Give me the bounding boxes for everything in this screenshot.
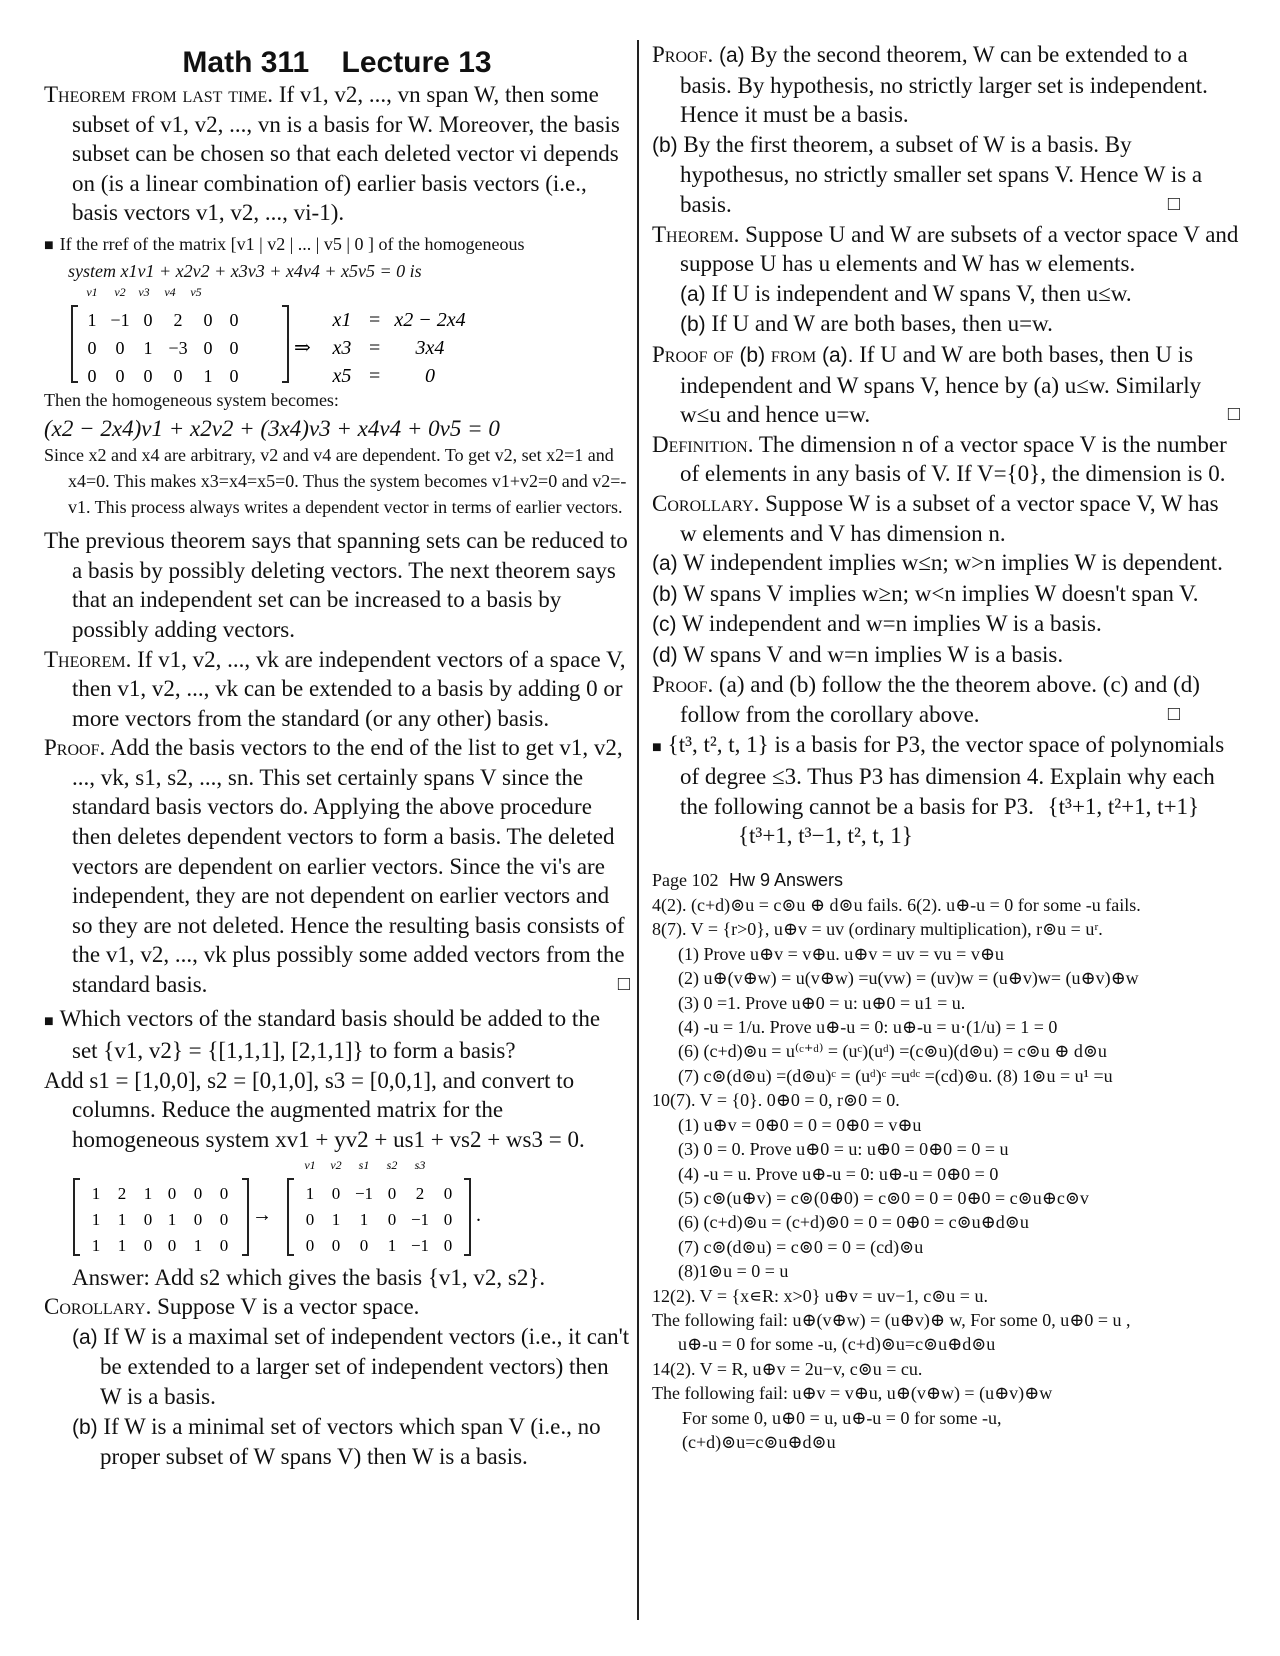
theorem-label: Theorem. (44, 646, 132, 672)
corollary-label: Corollary. (44, 1294, 152, 1320)
matrix-cell: 1 (331, 1209, 341, 1229)
matrix-cell: 1 (359, 1209, 369, 1229)
matrix-cell: 0 (443, 1235, 453, 1255)
p3-set-1: {t³+1, t²+1, t+1} (1047, 793, 1200, 819)
equation-lhs: x5 (332, 365, 352, 388)
page-title (44, 40, 630, 80)
matrix-cell: 1 (87, 310, 97, 331)
corollary-part-a: (a) If W is a maximal set of independent vectors (i.e., it can't be extended to a larger set of independent vectors) then W is a basis. (72, 1323, 630, 1409)
matrix-cell: 0 (229, 366, 239, 387)
bullet-icon: ■ (652, 738, 662, 756)
definition-dimension: Definition. The dimension n of a vector space V is the number of elements in any basis of V. If V={0}, the dimension is 0. (652, 431, 1227, 487)
matrix-cell: 0 (203, 338, 213, 359)
matrix-cell: 0 (331, 1235, 341, 1255)
previous-text: The previous theorem says that spanning sets can be reduced to a basis by possibly deleting vectors. The next theorem says that an independent set can be increased to a basis by possibly adding vectors. (44, 528, 628, 642)
matrix-cell: 0 (219, 1235, 229, 1255)
example-line2: system x1v1 + x2v2 + x3v3 + x4v4 + x5v5 = 0 is (68, 260, 422, 281)
example-line1: If the rref of the matrix [v1 | v2 | ... | v5 | 0 ] of the homogeneous (59, 233, 525, 254)
matrix-cell: 0 (219, 1209, 229, 1229)
then-text: Then the homogeneous system becomes: (44, 390, 339, 411)
p3-set-2: {t³+1, t³−1, t², t, 1} (738, 823, 913, 849)
hw-line: (3) 0 =1. Prove u⊕0 = u: u⊕0 = u1 = u. (678, 992, 966, 1013)
rref-example (44, 284, 630, 388)
column-label: v5 (190, 285, 202, 300)
qed-icon: □ (617, 973, 630, 996)
theorem-text: If v1, v2, ..., vk are independent vectors of a space V, then v1, v2, ..., vk can be extended to a basis by adding 0 or more vectors from the standard (or any other) basis. (72, 646, 626, 731)
matrix-cell: 1 (143, 338, 153, 359)
column-label: s2 (386, 1157, 398, 1172)
rref-matrix-figure (44, 284, 630, 388)
p3-example: ■ {t³, t², t, 1} is a basis for P3, the vector space of polynomials of degree ≤3. Thus P3 has dimension 4. Explain why each the following cannot be a basis for P3. {t³+1, t²+1, t+1} {t³+1, t³−1, t², t, 1} (652, 731, 1225, 849)
corollary-text: Suppose V is a vector space. (157, 1294, 420, 1320)
matrix-cell: 2 (415, 1183, 425, 1203)
matrix-cell: 0 (305, 1235, 315, 1255)
matrix-cell: 0 (167, 1183, 177, 1203)
matrix-cell: 0 (443, 1209, 453, 1229)
matrix-cell: 1 (387, 1235, 397, 1255)
matrix-cell: 0 (115, 366, 125, 387)
matrix-cell: 1 (167, 1209, 177, 1229)
corollary-part-a: (a) W independent implies w≤n; w>n implies W is dependent. (652, 550, 1223, 576)
hw-title: Hw 9 Answers (729, 870, 844, 891)
equals-sign: = (369, 309, 381, 332)
hw-line: (c+d)⊚u=c⊚u⊕d⊚u (682, 1431, 836, 1452)
since-text: Since x2 and x4 are arbitrary, v2 and v4 are dependent. To get v2, set x2=1 and x4=0. This makes x3=x4=x5=0. Thus the system becomes v1+v2=0 and v2=-v1. This process always writes a dependent vector in terms of earlier vectors. (44, 445, 627, 517)
hw-answers (652, 893, 1240, 1454)
equals-sign: = (369, 365, 381, 388)
matrix-cell: −1 (410, 1235, 430, 1255)
matrix-cell: 0 (87, 366, 97, 387)
theorem-size: Theorem. Suppose U and W are subsets of a vector space V and suppose U has u elements and W has w elements. (a) If U is independent and W spans V, then u≤w. (b) If U and W are both bases, then u=w. (652, 221, 1239, 337)
matrix-cell: 2 (117, 1183, 127, 1203)
hw-line: 10(7). V = {0}. 0⊕0 = 0, r⊚0 = 0. (652, 1090, 900, 1111)
hw-line: (1) Prove u⊕v = v⊕u. u⊕v = uv = vu = v⊕u (678, 943, 1004, 964)
left-column (44, 40, 630, 1472)
matrix-cell: 1 (193, 1235, 203, 1255)
hw-line: (6) (c+d)⊚u = (c+d)⊚0 = 0 = 0⊕0 = c⊚u⊕d⊚u (678, 1212, 1029, 1233)
proof-corollary: Proof. (a) By the second theorem, W can be extended to a basis. By hypothesis, no strictly larger set is independent. Hence it must be a basis. (652, 42, 1208, 128)
matrix-cell: 1 (203, 366, 213, 387)
matrix-cell: 1 (117, 1235, 127, 1255)
corollary-part-d: (d) W spans V and w=n implies W is a basis. (652, 641, 1064, 667)
matrix-cell: 0 (193, 1209, 203, 1229)
proof-label: Proof. (652, 672, 714, 698)
hw-line: (1) u⊕v = 0⊕0 = 0 = 0⊕0 = v⊕u (678, 1114, 922, 1135)
corollary-label: Corollary. (652, 490, 760, 516)
course-title: Math 311 (182, 46, 310, 79)
matrix-cell: −3 (168, 338, 188, 359)
matrix-cell: −1 (354, 1183, 374, 1203)
theorem-text: If v1, v2, ..., vn span W, then some subset of v1, v2, ..., vn is a basis for W. Moreover, the basis subset can be chosen so that each deleted vector vi depends on (is a linear combination of) earlier basis vectors (i.e., basis vectors v1, v2, ..., vi-1). (72, 82, 620, 226)
question-text (44, 1004, 630, 1066)
matrix-cell: 0 (387, 1209, 397, 1229)
matrix-bracket-left (72, 306, 78, 382)
column-label: v1 (304, 1157, 316, 1172)
corollary-dimension: Corollary. Suppose W is a subset of a vector space V, W has w elements and V has dimension n. (652, 490, 1219, 546)
equation-rhs: x2 − 2x4 (394, 309, 466, 332)
answer-text: Answer: Add s2 which gives the basis {v1, v2, s2}. (72, 1264, 546, 1290)
matrix-cell: 0 (387, 1183, 397, 1203)
corollary-part-b: (b) If W is a minimal set of vectors which span V (i.e., no proper subset of W spans V) then W is a basis. (72, 1413, 601, 1470)
matrix-cell: 1 (305, 1183, 315, 1203)
matrix-cell: 0 (331, 1183, 341, 1203)
hw-line: (7) c⊚(d⊚u) =(d⊚u)ᶜ = (uᵈ)ᶜ =uᵈᶜ =(cd)⊚u. (8) 1⊚u = u¹ =u (678, 1065, 1113, 1086)
augmented-matrix-example (44, 1155, 630, 1263)
hw-line: u⊕-u = 0 for some -u, (c+d)⊚u=c⊚u⊕d⊚u (678, 1334, 996, 1355)
corollary-part-b: (b) W spans V implies w≥n; w<n implies W doesn't span V. (652, 580, 1199, 606)
hw-line: The following fail: u⊕(v⊕w) = (u⊕v)⊕ w, For some 0, u⊕0 = u , (652, 1309, 1131, 1330)
matrix-cell: 1 (91, 1209, 101, 1229)
column-label: v4 (164, 285, 176, 300)
hw-line: The following fail: u⊕v = v⊕u, u⊕(v⊕w) = (u⊕v)⊕w (652, 1383, 1053, 1404)
reduce-arrow: → (252, 1203, 272, 1226)
lecture-title: Lecture 13 (341, 46, 492, 79)
column-label: v2 (114, 285, 126, 300)
corollary-maximal (44, 1292, 630, 1322)
proof-extend (44, 733, 630, 999)
proof-label: Proof. (44, 735, 106, 761)
augmented-matrix-figure (44, 1155, 630, 1263)
matrix-cell: 2 (173, 310, 183, 331)
theorem-extend (44, 645, 630, 734)
equation-lhs: x3 (332, 337, 352, 360)
proof-corollary-b: (b) By the first theorem, a subset of W is a basis. By hypothesus, no strictly smaller set spans V. Hence W is a basis. □ (652, 130, 1240, 220)
implies-arrow: ⇒ (294, 337, 311, 360)
matrix-cell: 0 (143, 366, 153, 387)
add-text: Add s1 = [1,0,0], s2 = [0,1,0], s3 = [0,0,1], and convert to columns. Reduce the augmented matrix for the homogeneous system xv1 + yv2 + us1 + vs2 + ws3 = 0. (44, 1067, 585, 1152)
theorem-label: Theorem from last time. (44, 82, 274, 107)
matrix-cell: 1 (91, 1183, 101, 1203)
matrix-cell: 0 (305, 1209, 315, 1229)
column-label: v1 (86, 285, 98, 300)
hw-line: 8(7). V = {r>0}, u⊕v = uv (ordinary multiplication), r⊚u = uʳ. (652, 919, 1103, 940)
bullet-icon: ■ (44, 1012, 54, 1030)
hw-page: Page 102 (652, 870, 719, 891)
hw-header (652, 867, 1240, 893)
matrix-cell: 1 (143, 1183, 153, 1203)
matrix-period: . (476, 1203, 481, 1226)
hw-line: (6) (c+d)⊚u = u⁽ᶜ⁺ᵈ⁾ = (uᶜ)(uᵈ) =(c⊚u)(d⊚u) = c⊚u ⊕ d⊚u (678, 1041, 1107, 1062)
hw-line: For some 0, u⊕0 = u, u⊕-u = 0 for some -u, (682, 1407, 1002, 1428)
matrix-bracket-right (282, 306, 288, 382)
column-label: s1 (358, 1157, 370, 1172)
proof-text: Add the basis vectors to the end of the list to get v1, v2, ..., vk, s1, s2, ..., sn. This set certainly spans V since the standard basis vectors do. Applying the above procedure then deletes dependent vectors to form a basis. The deleted vectors are dependent on earlier vectors. Since the vi's are independent, they are not dependent on earlier vectors and so they are not deleted. Hence the resulting basis consists of the v1, v2, ..., vk plus possibly some added vectors from the standard basis. (72, 735, 625, 998)
matrix-cell: 1 (91, 1235, 101, 1255)
column-label: v2 (330, 1157, 342, 1172)
hw-line: (7) c⊚(d⊚u) = c⊚0 = 0 = (cd)⊚u (678, 1236, 924, 1257)
hw-line: (4) -u = u. Prove u⊕-u = 0: u⊕-u = 0⊕0 = 0 (678, 1163, 999, 1184)
matrix-cell: −1 (110, 310, 130, 331)
matrix-cell: 0 (229, 310, 239, 331)
hw-line: (3) 0 = 0. Prove u⊕0 = u: u⊕0 = 0⊕0 = 0 = u (678, 1139, 1009, 1160)
question-body: Which vectors of the standard basis should be added to the set {v1, v2} = {[1,1,1], [2,1,1]} to form a basis? (59, 1005, 601, 1064)
theorem-label: Theorem. (652, 221, 740, 247)
hw-line: (5) c⊚(u⊕v) = c⊚(0⊕0) = c⊚0 = 0 = 0⊕0 = c⊚u⊕c⊚v (678, 1187, 1089, 1208)
equation-lhs: x1 (332, 309, 352, 332)
column-label: v3 (138, 285, 150, 300)
equation-rhs: 0 (425, 365, 435, 388)
hw-line: (4) -u = 1/u. Prove u⊕-u = 0: u⊕-u = u·(1/u) = 1 = 0 (678, 1017, 1058, 1038)
matrix-cell: 0 (173, 366, 183, 387)
qed-icon: □ (1167, 703, 1180, 726)
matrix-cell: 0 (87, 338, 97, 359)
matrix-cell: 0 (143, 1209, 153, 1229)
theorem-last-time (44, 80, 630, 228)
example-intro (44, 232, 630, 284)
definition-label: Definition. (652, 431, 754, 457)
equals-sign: = (369, 337, 381, 360)
hw-line: (8)1⊚u = 0 = u (678, 1261, 789, 1282)
matrix-cell: 0 (193, 1183, 203, 1203)
hw-line: 12(2). V = {x∊R: x>0} u⊕v = uv−1, c⊚u = u. (652, 1285, 988, 1306)
qed-icon: □ (1167, 192, 1180, 215)
matrix-cell: −1 (410, 1209, 430, 1229)
bullet-icon: ■ (44, 236, 54, 254)
matrix-cell: 0 (443, 1183, 453, 1203)
system-equation: (x2 − 2x4)v1 + x2v2 + (3x4)v3 + x4v4 + 0v5 = 0 (44, 415, 500, 441)
matrix-cell: 0 (203, 310, 213, 331)
column-label: s3 (414, 1157, 426, 1172)
right-column (652, 40, 1240, 1454)
matrix-cell: 0 (143, 310, 153, 331)
matrix-cell: 0 (115, 338, 125, 359)
qed-icon: □ (1227, 403, 1240, 426)
matrix-cell: 0 (167, 1235, 177, 1255)
hw-line: 4(2). (c+d)⊚u = c⊚u ⊕ d⊚u fails. 6(2). u⊕-u = 0 for some -u fails. (652, 895, 1141, 916)
matrix-cell: 0 (143, 1235, 153, 1255)
column-divider (637, 40, 639, 1620)
matrix-cell: 0 (359, 1235, 369, 1255)
hw-line: (2) u⊕(v⊕w) = u(v⊕w) =u(vw) = (uv)w = (u⊕v)w= (u⊕v)⊕w (678, 968, 1139, 989)
equation-rhs: 3x4 (415, 337, 445, 360)
matrix-cell: 0 (229, 338, 239, 359)
hw-line: 14(2). V = R, u⊕v = 2u−v, c⊚u = cu. (652, 1358, 923, 1379)
proof-cor-dimension: Proof. (a) and (b) follow the the theorem above. (c) and (d) follow from the corollary above. □ (652, 670, 1240, 729)
corollary-part-c: (c) W independent and w=n implies W is a basis. (652, 611, 1102, 637)
matrix-cell: 1 (117, 1209, 127, 1229)
proof-label: Proof. (652, 42, 714, 67)
matrix-cell: 0 (219, 1183, 229, 1203)
proof-b-from-a: Proof of (b) from (a). If U and W are both bases, then U is independent and W spans V, hence by (a) u≤w. Similarly w≤u and hence u=w. □ (652, 340, 1240, 430)
